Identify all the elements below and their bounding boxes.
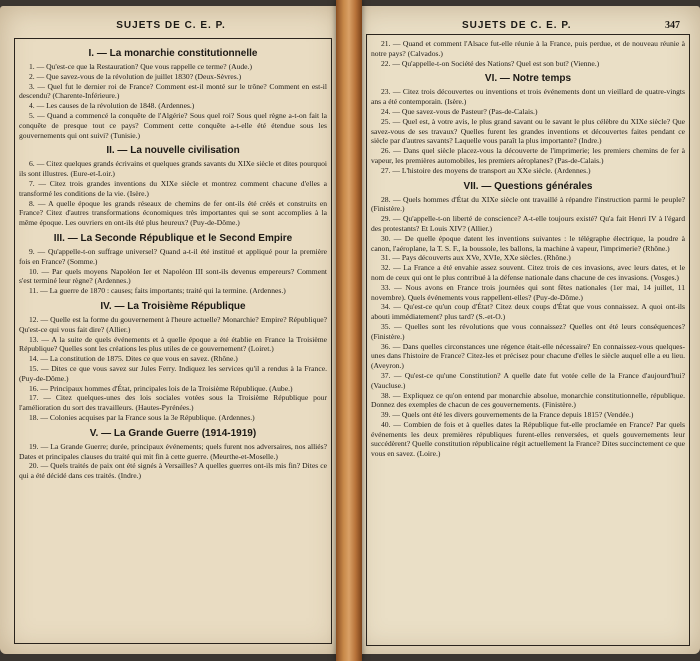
question-item: 37. — Qu'est-ce qu'une Constitution? A quelle date fut votée celle de la France d'aujourd'hui? (Vaucluse.): [371, 370, 685, 390]
question-item: 7. — Citez trois grandes inventions du XIXe siècle et montrez comment chacune d'elles a transformé les conditions de la vie. (Isère.): [19, 178, 327, 198]
question-item: 8. — A quelle époque les grands réseaux de chemins de fer ont-ils été créés et construits en France? Citez d'autres transformations économiques très importantes qui se sont accomplies à la même époque. Les ouvriers en ont-ils été plus heureux? (Puy-de-Dôme.): [19, 198, 327, 228]
page-number: 347: [665, 20, 680, 31]
question-item: 23. — Citez trois découvertes ou inventions et trois événements dont un vieillard de quatre-vingts ans a été contemporain. (Isère.): [371, 87, 685, 107]
question-item: 1. — Qu'est-ce que la Restauration? Que vous rappelle ce terme? (Aude.): [29, 62, 252, 71]
question-item: 39. — Quels ont été les divers gouvernements de la France depuis 1815? (Vendée.): [381, 410, 634, 420]
right-page: [352, 6, 700, 654]
question-item: 34. — Qu'est-ce qu'un coup d'État? Citez deux coups d'État que vous connaissez. A quoi ont-ils abouti immédiatement? plus tard? (S.-et-O.): [371, 302, 685, 322]
section-title: II. — La nouvelle civilisation: [106, 145, 240, 157]
question-item: 31. — Pays découverts aux XVe, XVIe, XXe siècles. (Rhône.): [381, 253, 571, 263]
question-item: 5. — Quand a commencé la conquête de l'Algérie? Sous quel roi? Sous quel règne a-t-on fait la conquête de presque tout ce pays? Comment cette conquête a-t-elle été étendue sous les gouvernements qui ont suivi? (Tunisie.): [19, 110, 327, 140]
question-item: 18. — Colonies acquises par la France sous la 3e République. (Ardennes.): [29, 412, 255, 422]
question-item: 13. — A la suite de quels événements et à quelle époque a été établie en France la Troisième République? Quelles sont les créations les plus utiles de ce gouvernement? (Loiret.): [19, 334, 327, 354]
question-item: 6. — Citez quelques grands écrivains et quelques grands savants du XIXe siècle et dites pourquoi ils sont illustres. (Eure-et-Loir.): [19, 159, 327, 179]
text-frame: [366, 34, 690, 646]
question-item: 35. — Quelles sont les révolutions que vous connaissez? Quelles ont été leurs conséquences? (Finistère.): [371, 321, 685, 341]
page-header: SUJETS DE C. E. P.: [462, 20, 572, 31]
book-spine: [336, 0, 362, 661]
question-item: 16. — Principaux hommes d'État, principales lois de la Troisième République. (Aube.): [29, 383, 293, 393]
question-item: 33. — Nous avons en France trois journées qui sont fêtes nationales (1er mai, 14 juillet, 11 novembre). Quels événements vous rappellent-elles? (Puy-de-Dôme.): [371, 282, 685, 302]
question-item: 30. — De quelle époque datent les inventions suivantes : le télégraphe électrique, la poudre à canon, l'aéroplane, la T. S. F., la boussole, les ballons, la machine à vapeur, l'imprimerie? (Rhône.): [371, 233, 685, 253]
question-item: 32. — La France a été envahie assez souvent. Citez trois de ces invasions, avec leurs dates, et le nom de ceux qui ont le plus contribué à la défense nationale dans chacune de ces invasions. (Vosges.): [371, 263, 685, 282]
question-item: 12. — Quelle est la forme du gouvernement à l'heure actuelle? Monarchie? Empire? République? Qu'est-ce qui vous fait dire? (Allier.): [19, 314, 327, 334]
left-page: [0, 6, 342, 654]
question-item: 17. — Citez quelques-unes des lois sociales votées sous la Troisième République pour l'amélioration du sort des travailleurs. (Hautes-Pyrénées.): [19, 393, 327, 413]
question-item: 22. — Qu'appelle-t-on Société des Nations? Quel est son but? (Vienne.): [381, 58, 600, 68]
section-title: III. — La Seconde République et le Second Empire: [53, 232, 293, 244]
question-item: 25. — Quel est, à votre avis, le plus grand savant ou le savant le plus célèbre du XIXe siècle? Que savez-vous de ses travaux? Quelles furent les grandes inventions et découvertes faites pendant ce siècle par d'autres savants? Laquelle vous paraît la plus importante? (Indre.): [371, 116, 685, 146]
text-frame: [14, 38, 332, 644]
question-item: 14. — La constitution de 1875. Dites ce que vous en savez. (Rhône.): [29, 354, 238, 364]
section-title: V. — La Grande Guerre (1914-1919): [89, 427, 257, 439]
question-item: 3. — Quel fut le dernier roi de France? Comment est-il monté sur le trône? Comment en est-il descendu? (Charente-Inférieure.): [19, 81, 327, 101]
question-item: 27. — L'histoire des moyens de transport au XXe siècle. (Ardennes.): [381, 165, 591, 175]
question-item: 36. — Dans quelles circonstances une régence était-elle nécessaire? En connaissez-vous quelques-unes dans l'histoire de France? Citez-les et précisez pour chacune d'elles le siècle auquel elle a eu lieu. (Aveyron.): [371, 341, 685, 371]
left-content: [19, 43, 327, 639]
question-item: 24. — Que savez-vous de Pasteur? (Pas-de-Calais.): [381, 106, 538, 116]
question-item: 38. — Expliquez ce qu'on entend par monarchie absolue, monarchie constitutionnelle, république. Donnez des exemples de chacun de ces gouvernements. (Finistère.): [371, 390, 685, 410]
question-item: 29. — Qu'appelle-t-on liberté de conscience? A-t-elle toujours existé? Qu'a fait Henri IV à l'égard des protestants? Et Louis XIV? (Allier.): [371, 214, 685, 233]
question-item: 11. — La guerre de 1870 : causes; faits importants; traité qui la termine. (Ardennes.): [29, 286, 286, 296]
question-item: 19. — La Grande Guerre; durée, principaux événements; quels furent nos adversaires, nos alliés? Dates et principales clauses du traité qui mit fin à cette guerre. (Meurthe-et-Moselle.): [19, 441, 327, 461]
question-item: 26. — Dans quel siècle placez-vous la découverte de l'imprimerie; les premiers chemins de fer à vapeur, les premières automobiles, les premiers aéroplanes? (Pas-de-Calais.): [371, 146, 685, 165]
section-title: VII. — Questions générales: [463, 180, 593, 192]
question-item: 40. — Combien de fois et à quelles dates la République fut-elle proclamée en France? Par quels événements les deux premières républiques furent-elles renversées, et quels gouvernements leur succédèrent? Quelle constitution républicaine régit actuellement la France? Dites succinctement ce que vous en savez. (Loire.): [371, 419, 685, 459]
question-item: 2. — Que savez-vous de la révolution de juillet 1830? (Deux-Sèvres.): [29, 71, 242, 81]
page-header: SUJETS DE C. E. P.: [116, 20, 226, 31]
question-item: 15. — Dites ce que vous savez sur Jules Ferry. Indiquez les services qu'il a rendus à la France. (Puy-de-Dôme.): [19, 363, 327, 383]
section-title: VI. — Notre temps: [484, 73, 572, 85]
question-item: 9. — Qu'appelle-t-on suffrage universel? Quand a-t-il été institué et appliqué pour la première fois en France? (Somme.): [19, 246, 327, 266]
question-item: 28. — Quels hommes d'État du XIXe siècle ont travaillé à répandre l'instruction parmi le peuple? (Finistère.): [371, 194, 685, 214]
question-item: 21. — Quand et comment l'Alsace fut-elle réunie à la France, puis perdue, et de nouveau réunie à notre pays? (Calvados.): [371, 39, 685, 58]
section-title: I. — La monarchie constitutionnelle: [88, 48, 258, 59]
question-item: 20. — Quels traités de paix ont été signés à Versailles? A quelles guerres ont-ils mis fin? Dites ce qui a été décidé dans ces traités. (Indre.): [19, 461, 327, 481]
question-item: 10. — Par quels moyens Napoléon Ier et Napoléon III sont-ils devenus empereurs? Comment s'est terminé leur règne? (Ardennes.): [19, 266, 327, 286]
right-content: [371, 39, 685, 641]
section-title: IV. — La Troisième République: [100, 300, 246, 312]
question-item: 4. — Les causes de la révolution de 1848. (Ardennes.): [29, 101, 195, 111]
